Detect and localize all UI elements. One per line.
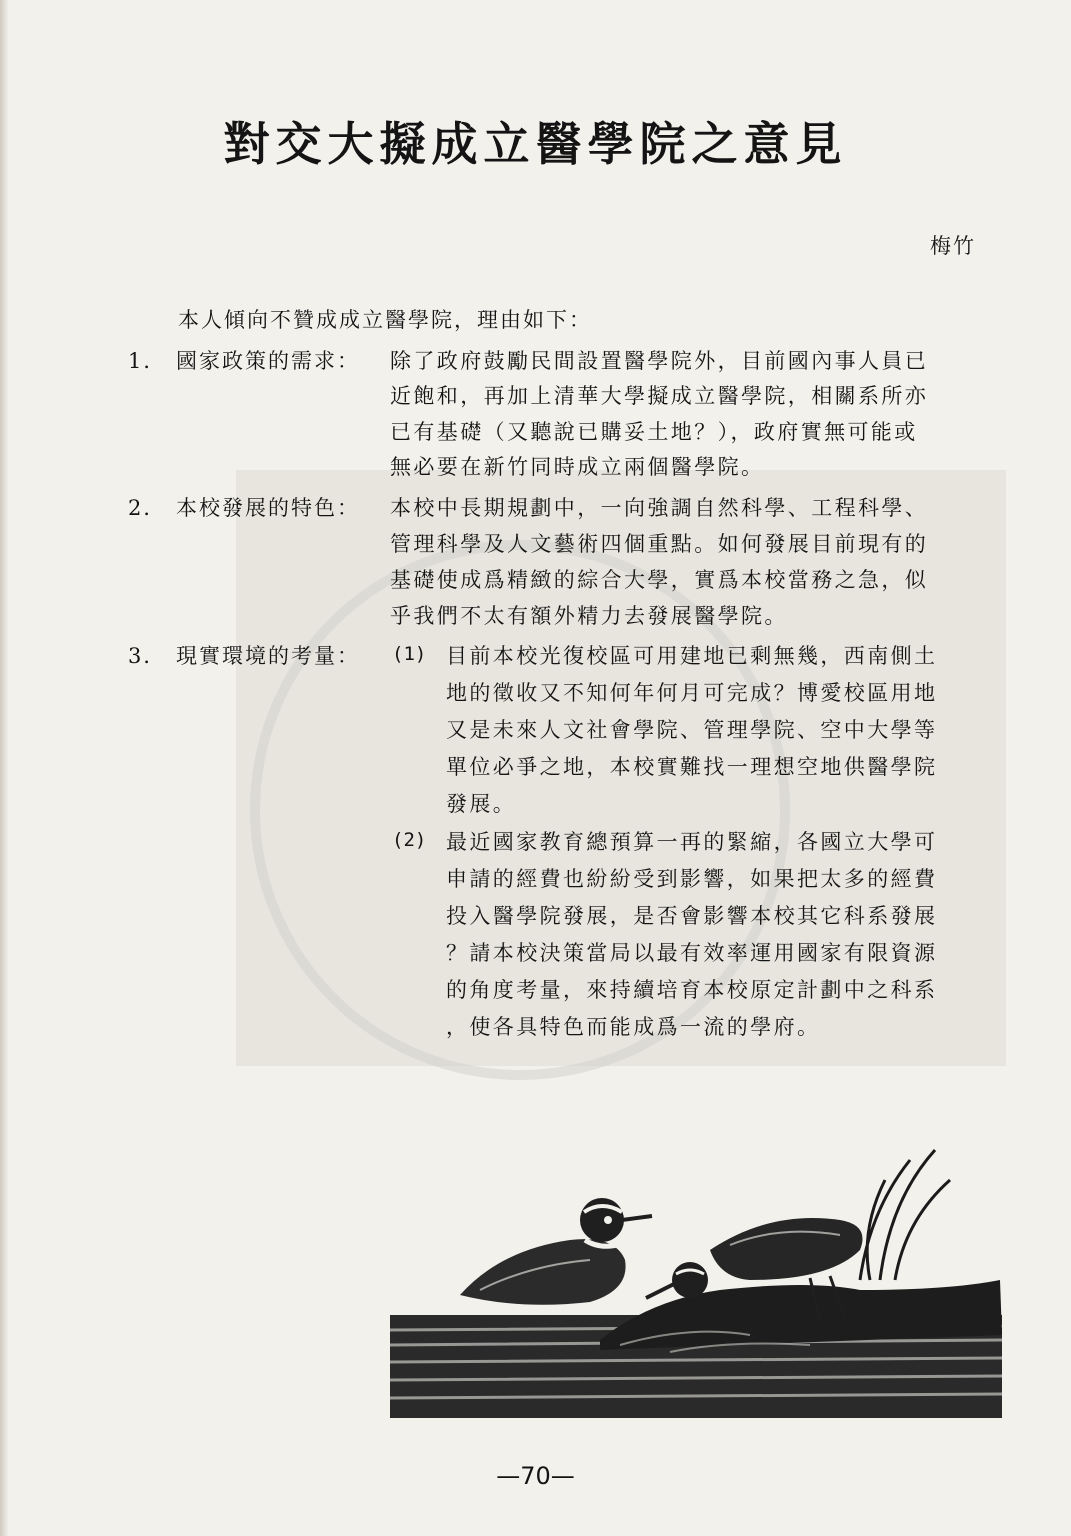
item-2-line: 本校中長期規劃中，一向強調自然科學、工程科學、 (390, 496, 929, 520)
subitem-2-line: 的角度考量，來持續培育本校原定計劃中之科系 (446, 978, 938, 1002)
subitem-1-line: 目前本校光復校區可用建地已剩無幾，西南側土 (446, 644, 938, 668)
item-1-label: 國家政策的需求： (176, 349, 360, 373)
subitem-1-line: 單位必爭之地，本校實難找一理想空地供醫學院 (446, 755, 938, 779)
item-2-line: 乎我們不太有額外精力去發展醫學院。 (390, 604, 788, 628)
subitem-2-line: ，使各具特色而能成爲一流的學府。 (446, 1015, 821, 1039)
author-name: 梅竹 (930, 234, 976, 258)
item-3-number: 3． (128, 644, 167, 668)
item-1-number: 1． (128, 349, 167, 373)
item-2-label: 本校發展的特色： (176, 496, 360, 520)
subitem-2-marker: (2) (392, 829, 427, 851)
item-2-line: 管理科學及人文藝術四個重點。如何發展目前現有的 (390, 532, 929, 556)
item-1-line: 已有基礎（又聽說已購妥土地？），政府實無可能或 (390, 420, 918, 444)
intro-paragraph: 本人傾向不贊成成立醫學院，理由如下： (178, 308, 592, 332)
item-2-number: 2． (128, 496, 167, 520)
page-binding-edge (0, 0, 8, 1536)
item-1-line: 無必要在新竹同時成立兩個醫學院。 (390, 455, 765, 479)
shorebirds-illustration-icon (390, 1140, 1002, 1418)
page-number: —70— (496, 1462, 575, 1490)
subitem-2-line: 最近國家教育總預算一再的緊縮，各國立大學可 (446, 830, 938, 854)
subitem-1-marker: (1) (392, 643, 427, 665)
subitem-1-line: 發展。 (446, 792, 517, 816)
subitem-2-line: ？請本校決策當局以最有效率運用國家有限資源 (446, 941, 938, 965)
item-2-line: 基礎使成爲精緻的綜合大學，實爲本校當務之急，似 (390, 568, 929, 592)
item-3-label: 現實環境的考量： (176, 644, 360, 668)
subitem-1-line: 又是未來人文社會學院、管理學院、空中大學等 (446, 718, 938, 742)
subitem-2-line: 申請的經費也紛紛受到影響，如果把太多的經費 (446, 867, 938, 891)
page-title: 對交大擬成立醫學院之意見 (223, 117, 848, 171)
item-1-line: 除了政府鼓勵民間設置醫學院外，目前國內事人員已 (390, 349, 929, 373)
item-1-line: 近飽和，再加上清華大學擬成立醫學院，相關系所亦 (390, 384, 929, 408)
subitem-2-line: 投入醫學院發展，是否會影響本校其它科系發展 (446, 904, 938, 928)
subitem-1-line: 地的徵收又不知何年何月可完成？博愛校區用地 (446, 681, 938, 705)
